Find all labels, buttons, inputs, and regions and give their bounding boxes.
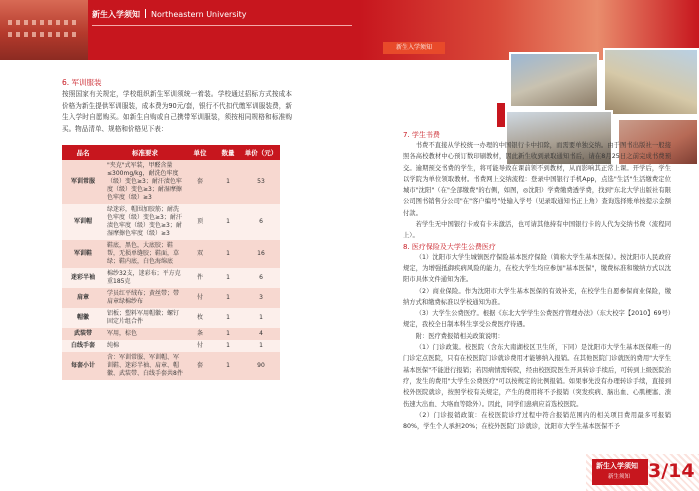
cell-name: 迷彩半袖 (62, 268, 104, 288)
header-rule (92, 25, 352, 26)
col-header-name: 品名 (62, 145, 104, 160)
medical-paragraph-2: （2）商业保险。作为沈阳市大学生基本医保的有效补充，在校学生自愿参保商业保险，缴纳方式和缴费标准以学校通知为准。 (403, 287, 671, 306)
cell-name: 武装带 (62, 328, 104, 340)
col-header-price: 单价（元） (242, 145, 280, 160)
medical-paragraph-6: （2）门诊报销政策：在校医院诊疗过程中符合报销范围内的相关项目费用最多可报销80%，学生个人承担20%；在校外医院门诊就诊，沈阳市大学生基本医保不予 (403, 411, 671, 431)
cell-spec: "夹克"式军装，甲醛含量≤300mg/kg，耐洗色牢度（级）变色≥3；耐汗渍色牢度（级）变色≥3；耐湿摩擦色牢度（级）≥3 (104, 160, 186, 204)
cell-price: 1 (242, 308, 280, 328)
cell-spec: 军用，棕色 (104, 328, 186, 340)
cell-name: 帽徽 (62, 308, 104, 328)
page-number: 3/14 (648, 460, 695, 482)
decor-block (497, 103, 505, 127)
cell-qty: 1 (214, 340, 242, 352)
footer-subtitle: 新生须知 (608, 474, 631, 480)
uniform-paragraph: 按照国家有关规定，学校组织新生军训须统一着装。学校通过招标方式按成本价格为新生提供军训服装，成本费为90元/套，银行不代扣代缴军训服装费，新生入学时自愿购买。如新生自购或自己携带军训服装，须按相同规格和标准购买。物品清单、规格和价格见下表： (62, 90, 292, 133)
right-column (403, 130, 671, 432)
medical-paragraph-5: （1）门诊政策。校医院（含东大南湖校区卫生所，下同）是沈阳市大学生基本医保唯一的门诊定点医院，只有在校医院门诊就诊费用才能够纳入报销。在其他医院门诊就医的费用"大学生基本医保"不能进行报销；若因病情需转院，经由校医院医生开具转诊手续后，可转到上级医院治疗，发生的费用"大学生公费医疗"可以按规定的比例报销。如果事先没有办理转诊手续，直接到校外医院就诊，按照学校有关规定，产生的费用将不予报销（突发疾病、脑出血、心肌梗塞、溃伤速大出血、大咯血等除外）。因此，同学们患病应首选校医院。 (403, 344, 671, 408)
table-row (62, 328, 280, 340)
header-title (92, 8, 247, 22)
cell-price: 53 (242, 160, 280, 204)
cell-name: 白线手套 (62, 340, 104, 352)
cell-spec: 学员红平绒布；黄丝带；带肩章绿棉纱布 (104, 288, 186, 308)
col-header-qty: 数量 (214, 145, 242, 160)
table-header-row (62, 145, 280, 160)
cell-spec: 绿迷彩，帽围加胶筋；耐洗色牢度（级）变色≥3；耐汗渍色牢度（级）变色≥3；耐湿摩擦色牢度（级）≥3 (104, 204, 186, 240)
table-row (62, 204, 280, 240)
col-header-unit: 单位 (186, 145, 214, 160)
cell-unit: 双 (186, 240, 214, 268)
header-title-divider (145, 9, 146, 18)
section-title-book-fee: 7. 学生书费 (403, 131, 440, 139)
col-header-spec: 标准要求 (104, 145, 186, 160)
cell-price: 6 (242, 204, 280, 240)
cell-unit: 顶 (186, 204, 214, 240)
cell-name: 每套小计 (62, 352, 104, 380)
cell-qty: 1 (214, 204, 242, 240)
header-title-cn: 新生入学须知 (92, 10, 140, 19)
cell-unit: 付 (186, 340, 214, 352)
table-row (62, 240, 280, 268)
header-tag: 新生入学须知 (383, 42, 445, 54)
table-row (62, 340, 280, 352)
table-row (62, 160, 280, 204)
cell-spec: 含：军训常服、军训帽、军训鞋、迷彩半袖、肩章、帽徽、武装带、白线手套共8件 (104, 352, 186, 380)
campus-photo-2 (603, 48, 699, 116)
section-title-uniform: 6. 军训服装 (62, 78, 102, 87)
medical-paragraph-1: （1）沈阳市大学生城镇医疗保险基本医疗保险（简称大学生基本医保）。按沈阳市人民政府规定，为增强抵御疾病风险的能力，在校大学生均应参加"基本医保"，缴费标准和缴纳方式以沈阳市具体文件通知为准。 (403, 253, 671, 284)
cell-name: 军训鞋 (62, 240, 104, 268)
section-title-medical: 8. 医疗保险及大学生公费医疗 (403, 242, 496, 251)
cell-spec: 铝板；塑料军用帽徽；螺钉固定片组合件 (104, 308, 186, 328)
cell-price: 4 (242, 328, 280, 340)
cell-price: 90 (242, 352, 280, 380)
uniform-table (62, 145, 280, 380)
cell-qty: 1 (214, 308, 242, 328)
cell-name: 肩章 (62, 288, 104, 308)
cell-spec: 纯棉 (104, 340, 186, 352)
cell-qty: 1 (214, 240, 242, 268)
cell-qty: 1 (214, 328, 242, 340)
cell-unit: 枚 (186, 308, 214, 328)
cell-spec: 棉纱32支，迷彩布；平方克重185克 (104, 268, 186, 288)
medical-paragraph-3: （3）大学生公费医疗。根据《东北大学学生公费医疗管理办法》（东大校字【2010】69号）规定，我校全日制本科生享受公费医疗待遇。 (403, 310, 671, 329)
cell-unit: 件 (186, 268, 214, 288)
cell-qty: 1 (214, 352, 242, 380)
book-fee-paragraph-2: 若学生无中国银行卡或有卡未激活，也可请其他持有中国银行卡的人代为交纳书费（流程同上）。 (403, 221, 671, 240)
cell-name: 军训常服 (62, 160, 104, 204)
table-row (62, 308, 280, 328)
cell-qty: 1 (214, 160, 242, 204)
cell-qty: 1 (214, 288, 242, 308)
cell-price: 3 (242, 288, 280, 308)
cell-price: 1 (242, 340, 280, 352)
cell-qty: 1 (214, 268, 242, 288)
book-fee-paragraph-1: 书费不直接从学校统一办理的中国银行卡中扣除，而需要单独交纳。由于图书出版社一般接照各高校教材中心预订数印刷教材，因此新生收到录取通知书后，请在8月25日之前完成书费预交。逾期预交书费的学生，将可能导致在课前领不到教材，从而影响其正常上课。开学后，学生以学院为单位领取教材。书费网上交纳流程：登录中国银行手机App，点选"生活"生活缴费定位城市"沈阳"（在"全部缴费"的右侧，如图，◎沈阳）学费缴费透学费，找到"东北大学出版社有限公司图书销售分公司"在"客户编号"处输入学号（见录取通知书正上角）查询选择账单按提示金额付款。 (403, 142, 671, 217)
cell-spec: 鞋底，黑色，大底胶；鞋帮，无损单缝胶；鞋面，草绿；鞋内底，白色海绵底 (104, 240, 186, 268)
table-row-total (62, 352, 280, 380)
campus-building-image (0, 0, 88, 60)
cell-unit: 套 (186, 352, 214, 380)
cell-name: 军训帽 (62, 204, 104, 240)
table-row (62, 268, 280, 288)
cell-unit: 套 (186, 160, 214, 204)
campus-photo-1 (509, 52, 599, 108)
cell-unit: 条 (186, 328, 214, 340)
header-title-en: Northeastern University (151, 10, 247, 19)
cell-price: 16 (242, 240, 280, 268)
cell-price: 6 (242, 268, 280, 288)
medical-paragraph-4: 附：医疗费报销相关政策说明： (415, 332, 504, 340)
footer-title: 新生入学须知 (596, 462, 638, 470)
cell-unit: 付 (186, 288, 214, 308)
table-row (62, 288, 280, 308)
